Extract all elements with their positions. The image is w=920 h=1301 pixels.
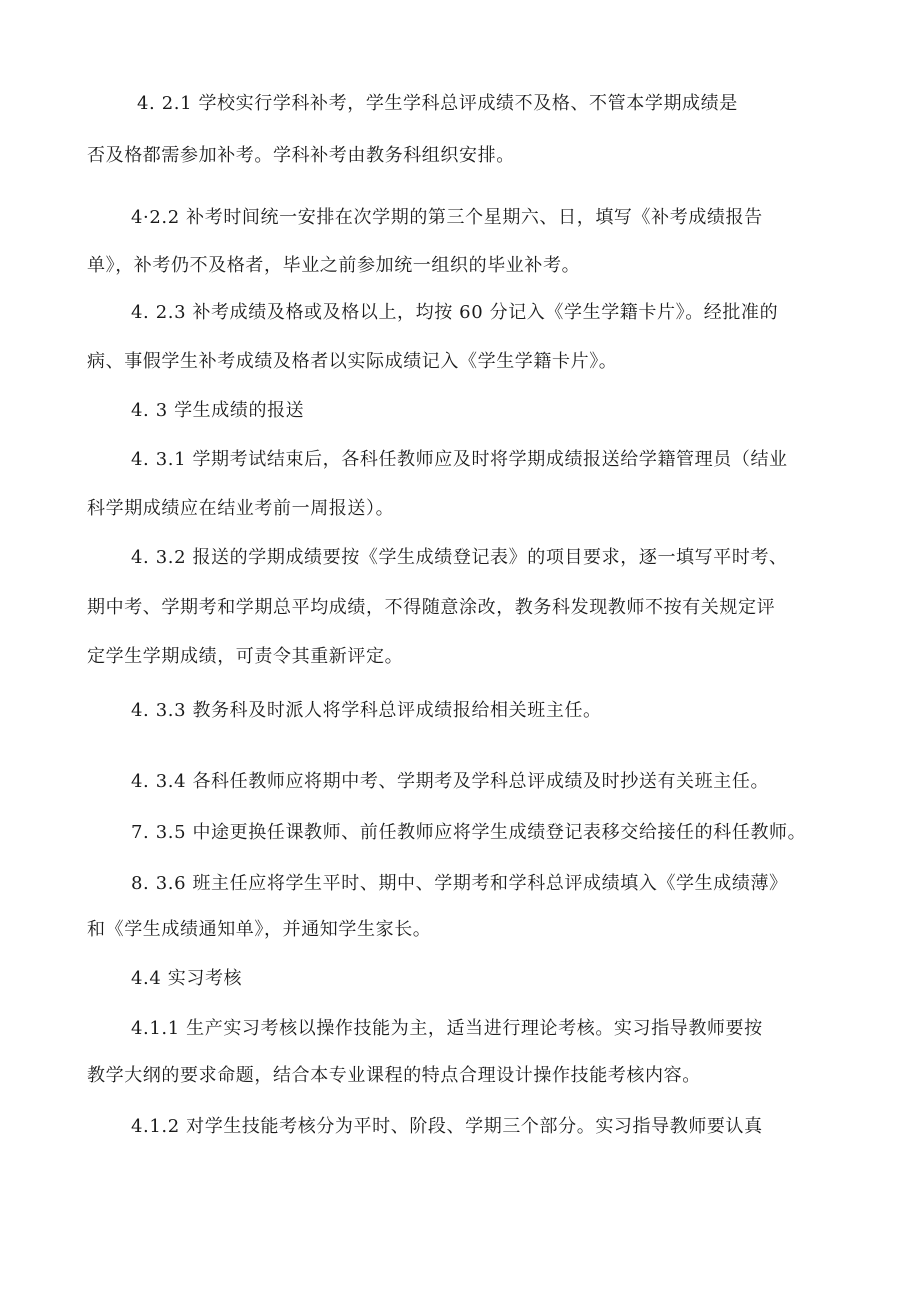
para-4-3-2-line-1: 4. 3.2 报送的学期成绩要按《学生成绩登记表》的项目要求，逐一填写平时考、: [131, 547, 788, 568]
para-4-3-4-line-1: 4. 3.4 各科任教师应将期中考、学期考及学科总评成绩及时抄送有关班主任。: [131, 771, 770, 792]
section-heading-4-4: 4.4 实习考核: [131, 968, 243, 989]
para-4-2-3-line-2: 病、事假学生补考成绩及格者以实际成绩记入《学生学籍卡片》。: [87, 351, 618, 372]
para-4-3-2-line-2: 期中考、学期考和学期总平均成绩，不得随意涂改，教务科发现教师不按有关规定评: [87, 597, 776, 618]
section-heading-4-3: 4. 3 学生成绩的报送: [131, 400, 305, 421]
para-4-1-1-line-2: 教学大纲的要求命题，结合本专业课程的特点合理设计操作技能考核内容。: [87, 1065, 701, 1086]
para-4-2-1-line-1: 4. 2.1 学校实行学科补考，学生学科总评成绩不及格、不管本学期成绩是: [137, 93, 738, 114]
para-3-6-line-1: 8. 3.6 班主任应将学生平时、期中、学期考和学科总评成绩填入《学生成绩薄》: [131, 873, 788, 894]
para-4-3-2-line-3: 定学生学期成绩，可责令其重新评定。: [87, 646, 404, 667]
para-4-2-2-line-1: 4·2.2 补考时间统一安排在次学期的第三个星期六、日，填写《补考成绩报告: [131, 207, 763, 228]
para-3-5-line-1: 7. 3.5 中途更换任课教师、前任教师应将学生成绩登记表移交给接任的科任教师。: [131, 822, 807, 843]
para-4-3-1-line-2: 科学期成绩应在结业考前一周报送）。: [87, 498, 395, 519]
para-4-2-3-line-1: 4. 2.3 补考成绩及格或及格以上，均按 60 分记入《学生学籍卡片》。经批准的: [131, 302, 779, 323]
para-3-6-line-2: 和《学生成绩通知单》，并通知学生家长。: [87, 919, 432, 940]
para-4-2-2-line-2: 单》，补考仍不及格者，毕业之前参加统一组织的毕业补考。: [87, 255, 581, 276]
para-4-1-2-line-1: 4.1.2 对学生技能考核分为平时、阶段、学期三个部分。实习指导教师要认真: [131, 1116, 763, 1137]
para-4-1-1-line-1: 4.1.1 生产实习考核以操作技能为主，适当进行理论考核。实习指导教师要按: [131, 1018, 763, 1039]
para-4-3-1-line-1: 4. 3.1 学期考试结束后，各科任教师应及时将学期成绩报送给学籍管理员（结业: [131, 449, 788, 470]
para-4-3-3-line-1: 4. 3.3 教务科及时派人将学科总评成绩报给相关班主任。: [131, 700, 602, 721]
para-4-2-1-line-2: 否及格都需参加补考。学科补考由教务科组织安排。: [87, 145, 515, 166]
